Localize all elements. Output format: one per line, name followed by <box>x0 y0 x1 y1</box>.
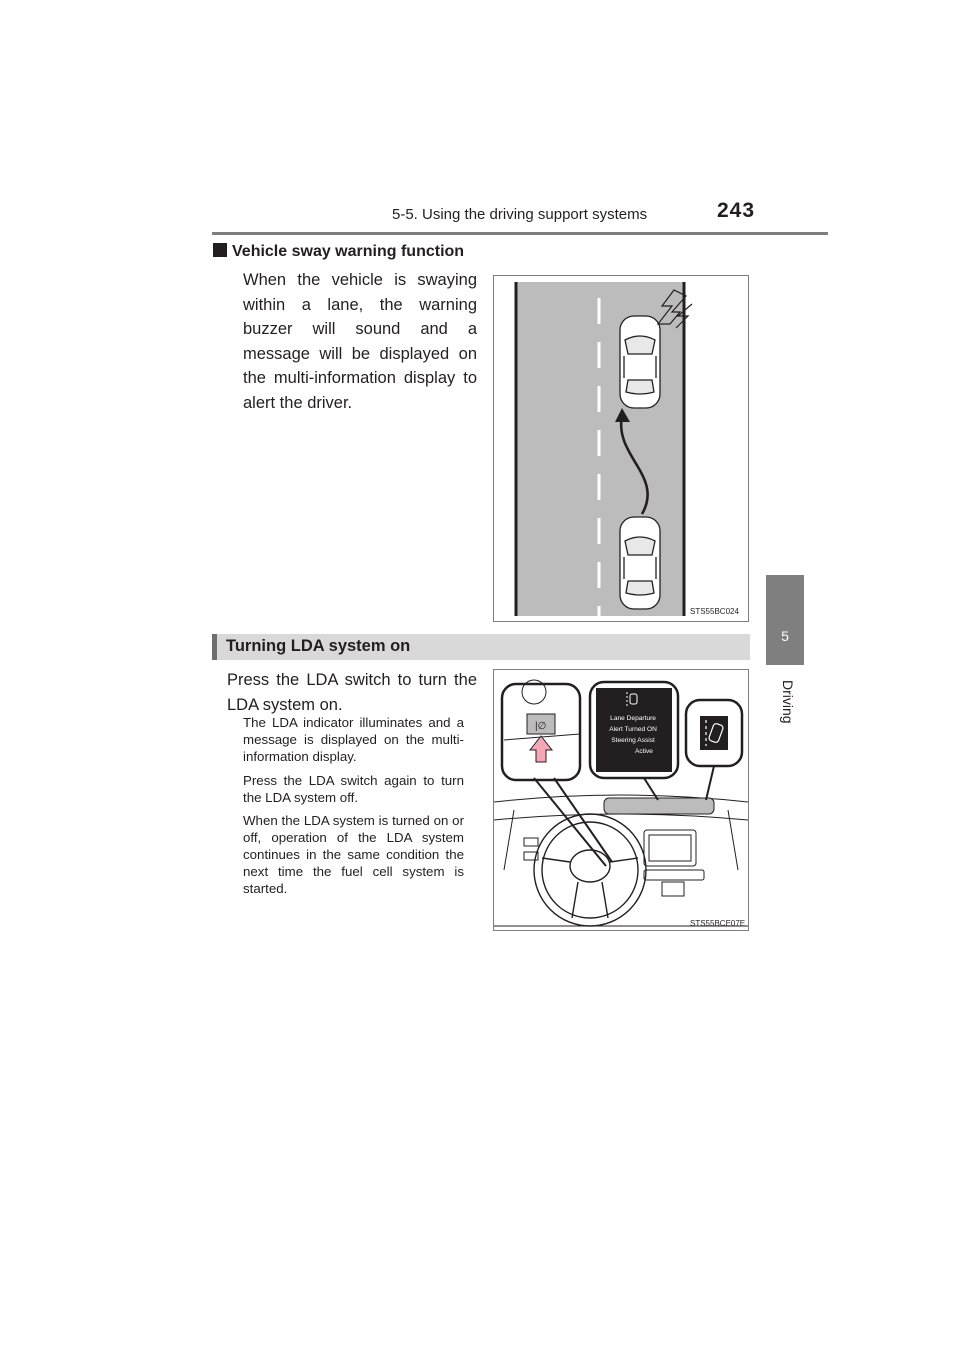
display-line-2: Alert Turned ON <box>609 726 657 733</box>
subheading-sway <box>213 243 464 261</box>
section-header-bar <box>212 634 217 660</box>
section-header-lda <box>212 634 750 660</box>
car-upper-icon <box>620 316 660 408</box>
section-title: Turning LDA system on <box>226 637 411 655</box>
chapter-label <box>778 680 798 740</box>
lda-note-2: Press the LDA switch again to turn the LDA system off. <box>243 773 464 805</box>
chapter-label-text: Driving <box>780 680 796 724</box>
figure-code-2: STS55BCE07E <box>690 919 746 928</box>
running-header: 5-5. Using the driving support systems <box>392 206 648 223</box>
sway-illustration <box>494 276 748 621</box>
header-rule <box>212 232 828 235</box>
display-line-3: Steering Assist <box>611 737 655 744</box>
chapter-tab <box>766 575 804 665</box>
bullet-square-icon <box>213 243 227 257</box>
figure-code-1: STS55BC024 <box>690 607 739 616</box>
lda-note-3: When the LDA system is turned on or off, operation of the LDA system continues in the same condition the next time the fuel cell system is started. <box>243 813 464 896</box>
subheading-sway-text: Vehicle sway warning function <box>232 243 465 260</box>
sway-paragraph: When the vehicle is swaying within a lane, the warning buzzer will sound and a message will be displayed on the multi-information display to alert the driver. <box>243 271 477 412</box>
sway-figure <box>493 275 749 622</box>
page-number: 243 <box>717 199 756 222</box>
lda-paragraph: Press the LDA switch to turn the LDA system on. <box>227 671 477 714</box>
car-lower-icon <box>620 517 660 609</box>
lda-figure <box>493 669 749 931</box>
indicator-screen <box>700 716 728 750</box>
display-line-1: Lane Departure <box>610 715 656 722</box>
svg-text:|∅: |∅ <box>535 721 547 732</box>
lda-note-1: The LDA indicator illuminates and a message is displayed on the multi-information display. <box>243 715 464 764</box>
chapter-number: 5 <box>781 628 789 644</box>
display-line-4: Active <box>635 748 653 755</box>
dashboard-illustration <box>494 670 748 930</box>
